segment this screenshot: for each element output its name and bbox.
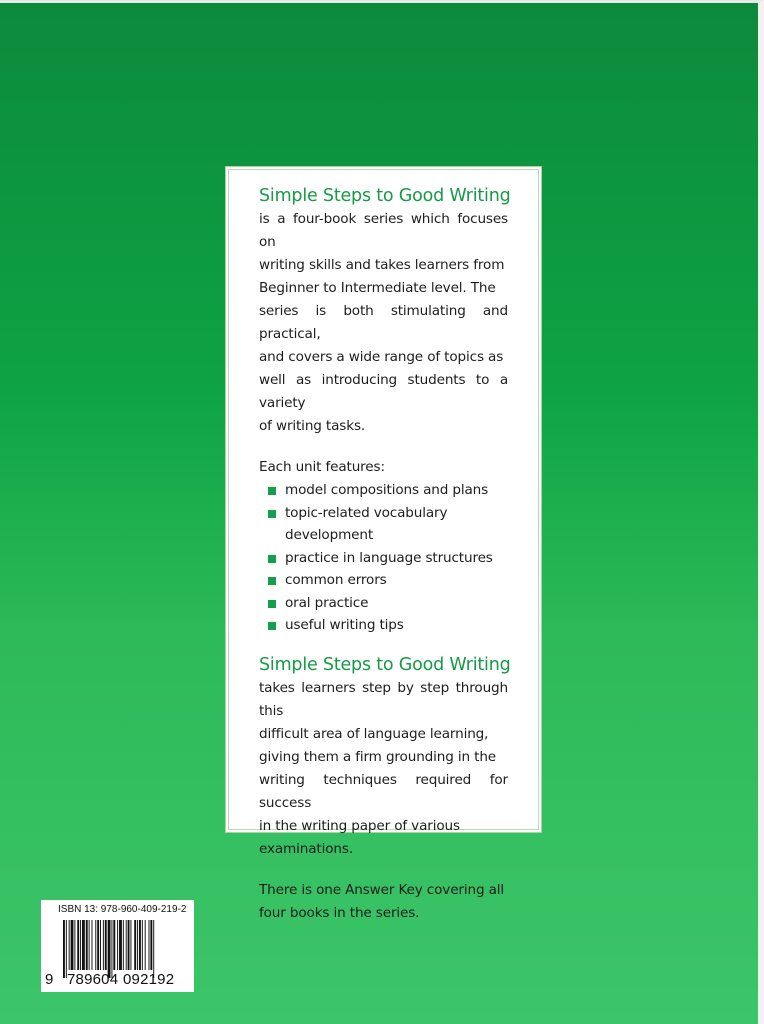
feature-item-continuation: development: [285, 527, 374, 543]
body-line: takes learners step by step through this: [259, 679, 508, 719]
body-line: writing techniques required for success: [259, 771, 508, 811]
barcode-bar: [63, 920, 65, 978]
intro-line: Beginner to Intermediate level. The: [259, 280, 496, 296]
barcode-bar: [153, 920, 154, 978]
barcode-bar: [95, 920, 96, 970]
barcode-bar: [69, 920, 70, 970]
barcode-bar: [117, 920, 118, 970]
barcode-bar: [126, 920, 127, 970]
barcode-bar: [97, 920, 99, 970]
intro-line: series is both stimulating and practical,: [259, 303, 508, 342]
body-paragraph: [259, 677, 508, 861]
barcode-digit-group-2: 092192: [123, 971, 175, 988]
barcode-bar: [80, 920, 81, 970]
intro-line: and covers a wide range of topics as: [259, 349, 504, 365]
square-bullet-icon: [268, 555, 276, 563]
isbn-label: ISBN 13: 978-960-409-219-2: [58, 904, 187, 915]
body-line: in the writing paper of various: [259, 817, 460, 834]
barcode-bar: [145, 920, 146, 970]
isbn-barcode: [41, 900, 194, 992]
feature-item: oral practice: [259, 592, 508, 615]
blurb-panel: [228, 169, 539, 921]
features-list: [259, 479, 508, 637]
barcode-bar: [128, 920, 130, 970]
feature-item: useful writing tips: [259, 614, 508, 637]
features-label: Each unit features:: [259, 459, 385, 475]
barcode-bar: [137, 920, 138, 970]
intro-paragraph: [259, 208, 508, 438]
series-title-heading-2: Simple Steps to Good Writing: [259, 654, 511, 675]
square-bullet-icon: [268, 622, 276, 630]
body-line: giving them a firm grounding in the: [259, 748, 497, 765]
barcode-bar: [74, 920, 75, 970]
feature-item: model compositions and plans: [259, 479, 508, 502]
intro-line: is a four-book series which focuses on: [259, 211, 508, 250]
body-line: examinations.: [259, 840, 353, 857]
barcode-bar: [130, 920, 131, 970]
barcode-bars: [63, 920, 185, 978]
barcode-bar: [105, 920, 107, 970]
barcode-bar: [108, 920, 111, 978]
barcode-bar: [92, 920, 93, 970]
closing-line: four books in the series.: [259, 904, 420, 921]
barcode-lead-digit: 9: [45, 971, 54, 988]
barcode-bar: [113, 920, 115, 970]
intro-line: well as introducing students to a variety: [259, 372, 508, 411]
barcode-digit-group-1: 789604: [67, 971, 119, 988]
square-bullet-icon: [268, 577, 276, 585]
square-bullet-icon: [268, 600, 276, 608]
feature-item: practice in language structures: [259, 547, 508, 570]
barcode-bar: [134, 920, 136, 970]
feature-item: topic-related vocabulary: [259, 502, 508, 525]
feature-item: common errors: [259, 569, 508, 592]
body-line: difficult area of language learning,: [259, 725, 489, 742]
barcode-bar: [123, 920, 124, 970]
barcode-bar: [77, 920, 79, 970]
barcode-bar: [150, 920, 152, 970]
closing-paragraph: [259, 879, 508, 925]
barcode-bar: [111, 920, 112, 978]
barcode-bar: [89, 920, 90, 970]
intro-line: writing skills and takes learners from: [259, 257, 505, 273]
barcode-bar: [82, 920, 85, 970]
square-bullet-icon: [268, 487, 276, 495]
barcode-bar: [142, 920, 143, 970]
barcode-bar: [149, 920, 150, 970]
barcode-bar: [119, 920, 122, 970]
barcode-bar: [103, 920, 104, 970]
barcode-bar: [100, 920, 101, 970]
barcode-bar: [139, 920, 141, 970]
series-title-heading: Simple Steps to Good Writing: [259, 186, 511, 206]
barcode-bar: [86, 920, 88, 970]
barcode-bar: [66, 920, 67, 978]
square-bullet-icon: [268, 510, 276, 518]
closing-line: There is one Answer Key covering all: [259, 881, 505, 898]
barcode-bar: [71, 920, 74, 970]
intro-line: of writing tasks.: [259, 418, 366, 434]
